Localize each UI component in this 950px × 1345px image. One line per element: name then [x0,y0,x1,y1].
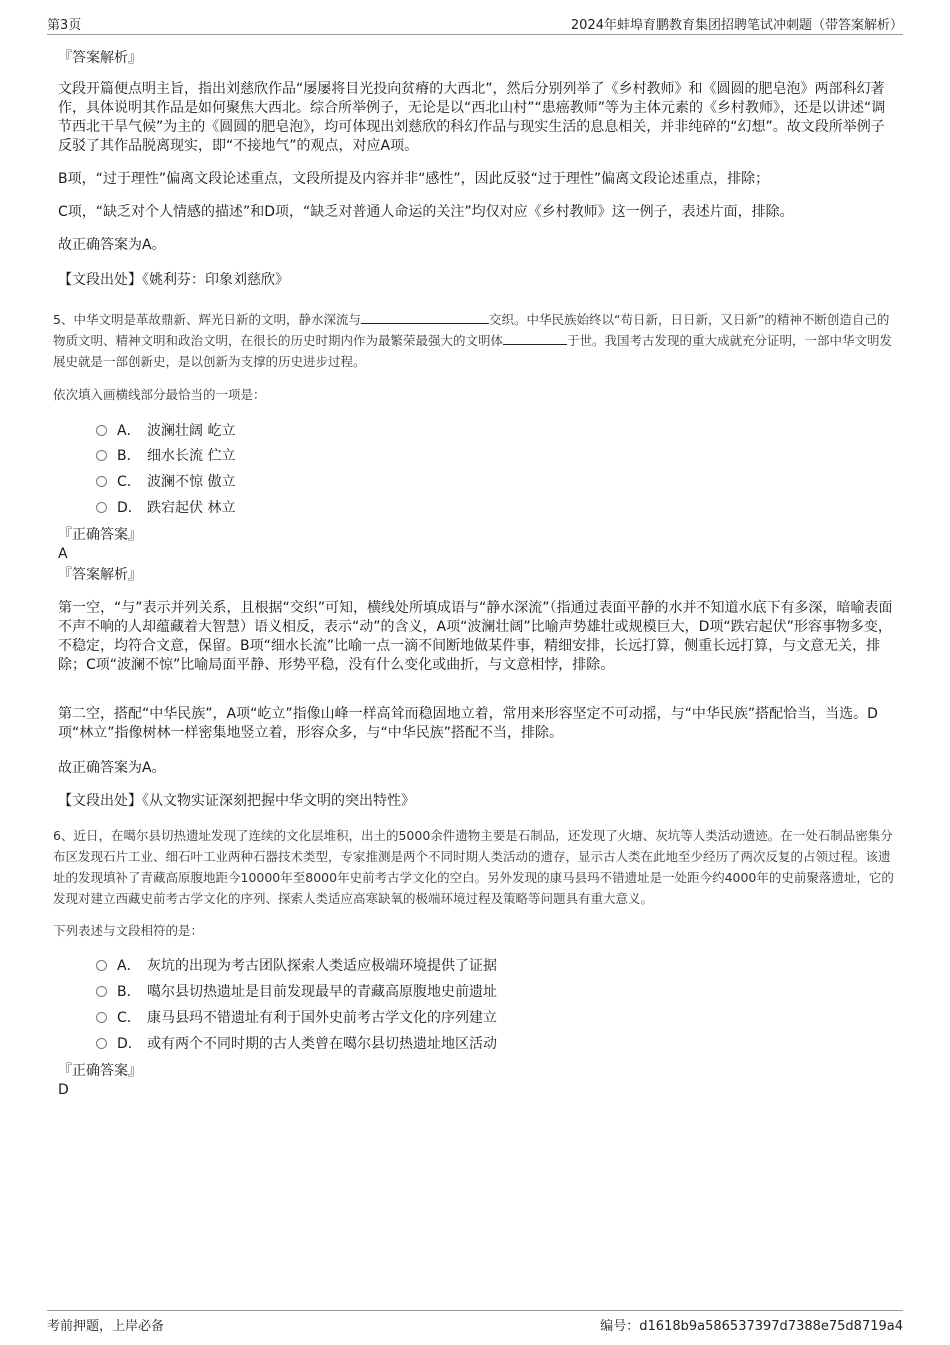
s4-analysis-p2: B项，“过于理性”偏离文段论述重点，文段所提及内容并非“感性”，因此反驳“过于理性”偏离文段论述重点，排除； [58,171,770,187]
q5-answer: A [58,546,68,562]
q6-prompt: 下列表述与文段相符的是： [53,923,204,938]
radio-icon[interactable] [96,986,107,997]
q5-source: 【文段出处】《从文物实证深刻把握中华文明的突出特性》 [58,793,415,809]
page-footer [47,1310,903,1333]
document-title: 2024年蚌埠育鹏教育集团招聘笔试冲刺题（带答案解析） [570,18,903,33]
s4-source: 【文段出处】《姚利芬：印象刘慈欣》 [58,272,289,288]
q5-option-d[interactable]: D． 跌宕起伏 林立 [96,498,235,518]
page-number: 第3页 [47,18,82,33]
q6-answer: D [58,1082,69,1098]
q5-option-c[interactable]: C． 波澜不惊 傲立 [96,472,235,492]
q6-option-d[interactable]: D． 或有两个不同时期的古人类曾在噶尔县切热遗址地区活动 [96,1034,497,1054]
q6-option-c[interactable]: C． 康马县玛不错遗址有利于国外史前考古学文化的序列建立 [96,1008,497,1028]
q5-blank-1 [361,311,489,324]
s4-analysis-p4: 故正确答案为A。 [58,237,166,253]
q5-text-part-c: 于世。我国考古发现的重大成就充分证明，一部中华文明发展史就是一部创新史，是以创新为支撑的历史进步过程。 [53,333,893,369]
q5-option-b[interactable]: B． 细水长流 伫立 [96,446,235,466]
radio-icon[interactable] [96,502,107,513]
q5-analysis-label: 『答案解析』 [58,567,142,583]
q5-text-part-a: 5、中华文明是革故鼎新、辉光日新的文明，静水深流与 [53,312,361,327]
q6-question-text: 6、近日，在噶尔县切热遗址发现了连续的文化层堆积，出土的5000余件遗物主要是石制品，还发现了火塘、灰坑等人类活动遗迹。在一处石制品密集分布区发现石片工业、细石叶工业两种石器技术类型，专家推测是两个不同时期人类活动的遗存，显示古人类在此地至少经历了两次反复的占领过程。该遗址的发现填补了青藏高原腹地距今10000年至8000年史前考古学文化的空白。另外发现的康马县玛不错遗址是一处距今约4000年的史前聚落遗址，它的发现对建立西藏史前考古学文化的序列、探索人类适应高寒缺氧的极端环境过程及策略等问题具有重大意义。 [53,828,894,906]
radio-icon[interactable] [96,1038,107,1049]
s4-analysis-p3: C项，“缺乏对个人情感的描述”和D项，“缺乏对普通人命运的关注”均仅对应《乡村教师》这一例子，表述片面，排除。 [58,204,794,220]
q5-answer-label: 『正确答案』 [58,527,142,543]
q5-analysis-p3: 故正确答案为A。 [58,760,166,776]
q5-blank-2 [503,332,567,345]
q5-question-text [53,309,898,372]
radio-icon[interactable] [96,960,107,971]
page-header [47,14,903,35]
q6-option-a[interactable]: A． 灰坑的出现为考古团队探索人类适应极端环境提供了证据 [96,956,497,976]
radio-icon[interactable] [96,450,107,461]
q5-analysis-p1: 第一空，“与”表示并列关系，且根据“交织”可知，横线处所填成语与“静水深流”（指通过表面平静的水并不知道水底下有多深，暗喻表面不声不响的人却蕴藏着大智慧）语义相反，表示“动”的含义，A项“波澜壮阔”比喻声势雄壮或规模巨大，D项“跌宕起伏”形容事物多变，不稳定，均符合文意，保留。B项“细水长流”比喻一点一滴不间断地做某件事，精细安排，长远打算，侧重长远打算，与文意无关，排除；C项“波澜不惊”比喻局面平静、形势平稳，没有什么变化或曲折，与文意相悖，排除。 [58,600,893,673]
radio-icon[interactable] [96,476,107,487]
document-id: 编号：d1618b9a586537397d7388e75d8719a4 [600,1319,903,1334]
q5-text-part-b: 交织。中华民族始终以“苟日新，日日新，又日新”的精神不断创造自己的物质文明、精神文明和政治文明，在很长的历史时期内作为最繁荣最强大的文明体 [53,312,890,348]
q6-option-b[interactable]: B． 噶尔县切热遗址是目前发现最早的青藏高原腹地史前遗址 [96,982,497,1002]
s4-analysis-p1: 文段开篇便点明主旨，指出刘慈欣作品“屡屡将目光投向贫瘠的大西北”，然后分别列举了《乡村教师》和《圆圆的肥皂泡》两部科幻著作，具体说明其作品是如何聚焦大西北。综合所举例子，无论是以“西北山村”“患癌教师”等为主体元素的《乡村教师》，还是以讲述“调节西北干旱气候”为主的《圆圆的肥皂泡》，均可体现出刘慈欣的科幻作品与现实生活的息息相关，并非纯碎的“幻想”。故文段所举例子反驳了其作品脱离现实，即“不接地气”的观点，对应A项。 [58,81,886,154]
radio-icon[interactable] [96,425,107,436]
footer-slogan: 考前押题，上岸必备 [47,1319,165,1334]
s4-analysis-label: 『答案解析』 [58,50,142,66]
q5-prompt: 依次填入画横线部分最恰当的一项是： [53,387,266,402]
q6-answer-label: 『正确答案』 [58,1063,142,1079]
q5-option-a[interactable]: A． 波澜壮阔 屹立 [96,421,235,441]
q5-analysis-p2: 第二空，搭配“中华民族”，A项“屹立”指像山峰一样高耸而稳固地立着，常用来形容坚定不可动摇，与“中华民族”搭配恰当，当选。D项“林立”指像树林一样密集地竖立着，形容众多，与“中华民族”搭配不当，排除。 [58,706,878,741]
radio-icon[interactable] [96,1012,107,1023]
